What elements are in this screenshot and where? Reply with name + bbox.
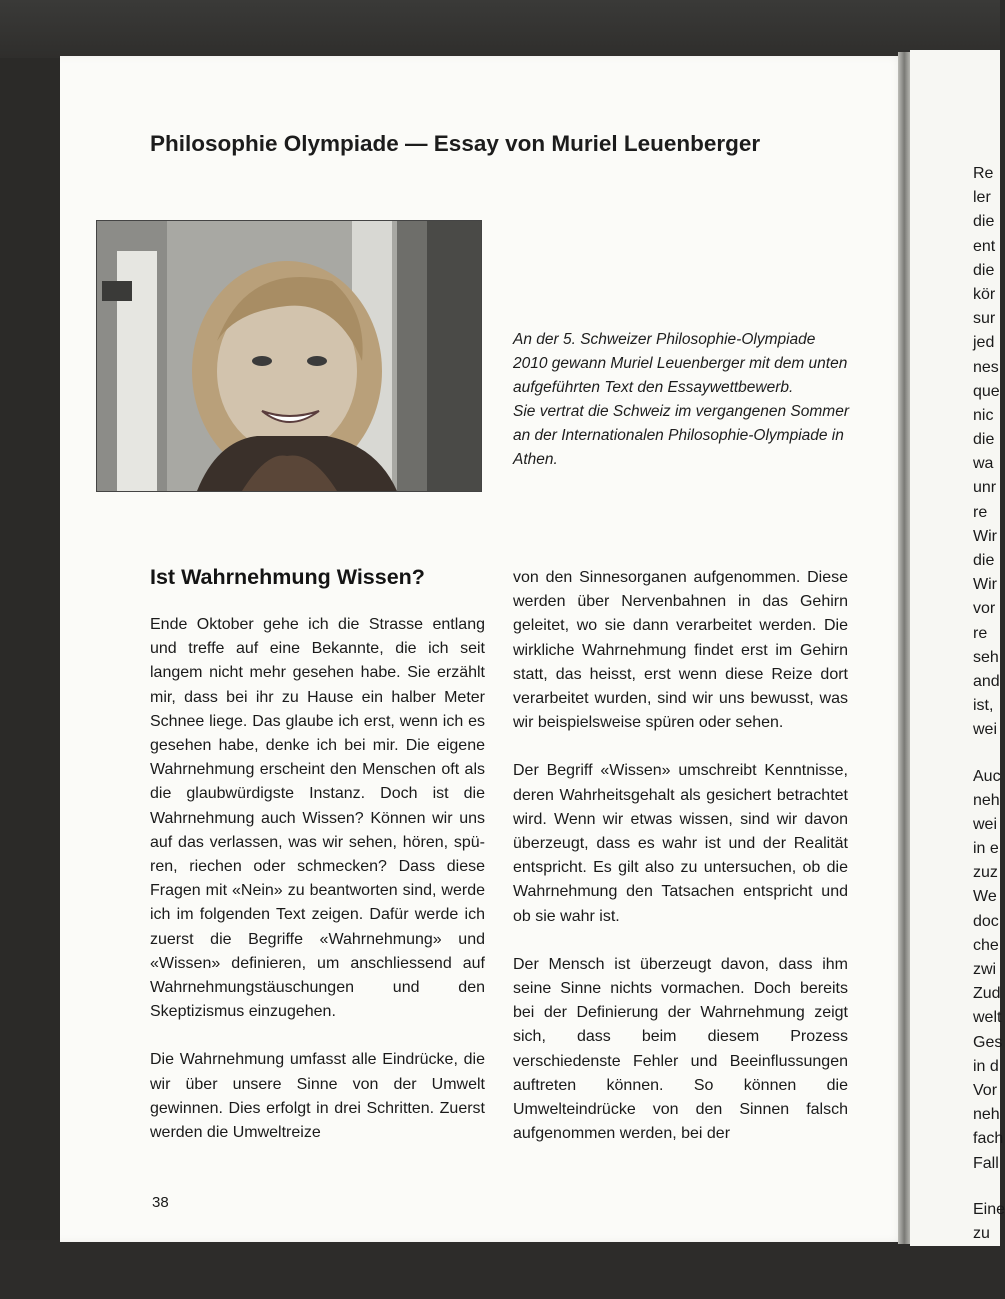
facing-page-line: die	[973, 213, 995, 231]
article-heading: Ist Wahrnehmung Wissen?	[150, 565, 425, 589]
portrait-illustration	[97, 221, 481, 491]
facing-page-line	[973, 1176, 1005, 1198]
scan-background-bottom	[0, 1240, 1000, 1299]
page-title: Philosophie Olympiade — Essay von Muriel Leuenberger	[150, 131, 761, 156]
article-paragraph: Der Mensch ist überzeugt davon, dass ihm seine Sinne nichts vormachen. Doch bereits bei der Definierung der Wahrnehmung zeigt sich, dass beim diesem Prozess verschiedenste Fehler und Beeinflussungen auftreten können. So können die Umwelteindrücke von den Sinnen falsch aufgenommen werden, bei der	[513, 955, 848, 1143]
facing-page-line: ent	[973, 237, 996, 255]
facing-page-line: die	[973, 552, 995, 569]
article-paragraph: von den Sinnesorganen aufgenommen. Diese werden über Nervenbahnen in das Gehirn geleitet, wo sie dann verarbeitet werden. Die wirkliche Wahrnehmung findet erst im Gehirn statt, das heisst, erst wenn diese Reize dort verarbeitet wurden, sind wir uns bewusst, was wir beispielsweise spüren oder sehen.	[513, 569, 848, 732]
facing-page-line: in e	[973, 840, 999, 858]
facing-page-line: zwi	[973, 961, 997, 978]
facing-page-line: zuz	[973, 864, 998, 882]
facing-page-line: ist,	[973, 697, 994, 715]
facing-page-line: We	[973, 888, 997, 906]
page-number: 38	[152, 1194, 169, 1211]
caption-paragraph: Sie vertrat die Schweiz im vergangenen Sommer an der Internationalen Philosophie-Olympiade in Athen.	[513, 402, 849, 468]
facing-page-line: che	[973, 936, 999, 954]
facing-page-line: unr	[973, 479, 997, 497]
facing-page-line: ler	[973, 189, 991, 207]
facing-page-line: que	[973, 382, 1000, 400]
photo-caption	[513, 328, 853, 471]
facing-page-line: wa	[973, 455, 994, 473]
facing-page-line	[973, 743, 1005, 765]
facing-page-line: wei	[973, 815, 998, 833]
facing-page-line: wei	[973, 721, 998, 739]
article-column-right	[513, 566, 848, 1170]
facing-page-line: neh	[973, 791, 1000, 809]
facing-page-line: Wir	[973, 576, 997, 594]
facing-page-line: kör	[973, 285, 996, 303]
facing-page-line: Re	[973, 165, 994, 182]
article-column-left	[150, 613, 485, 1169]
facing-page-line: die	[973, 431, 995, 449]
facing-page-line: Zud	[973, 985, 1001, 1003]
facing-page-line: Auc	[973, 767, 1001, 785]
facing-page-line: re	[973, 624, 988, 642]
caption-paragraph: An der 5. Schweizer Philosophie-Olympiade 2010 gewann Muriel Leuenberger mit dem unten aufgeführten Text den Essaywettbewerb.	[513, 331, 848, 396]
facing-page-line: zu	[973, 1224, 990, 1242]
facing-page-line: in d	[973, 1057, 999, 1075]
facing-page-line: doc	[973, 912, 999, 930]
article-paragraph: Die Wahrnehmung umfasst alle Eindrücke, die wir über unsere Sinne von der Umwelt gewinnen. Dies erfolgt in drei Schritten. Zuerst werden die Umweltreize	[150, 1051, 485, 1142]
facing-page-line: Wir	[973, 527, 997, 545]
facing-page-line: die	[973, 261, 995, 279]
facing-page-line: Fall	[973, 1154, 999, 1172]
facing-page-line: vor	[973, 600, 996, 618]
facing-page-line: re	[973, 503, 988, 521]
facing-page-line: Eine	[973, 1200, 1005, 1218]
facing-page-text	[973, 162, 1005, 1246]
facing-page-line: Ges	[973, 1033, 1003, 1051]
facing-page	[910, 50, 1005, 1246]
facing-page-line: sur	[973, 310, 996, 328]
article-paragraph: Ende Oktober gehe ich die Strasse entlang und treffe auf eine Bekannte, die ich seit langem nicht mehr gesehen habe. Sie erzählt mir, dass bei ihr zu Hause ein halber Meter Schnee liege. Das glaube ich erst, wenn ich es gesehen habe, denke ich bei mir. Die eigene Wahrnehmung erscheint den Menschen oft als die glaubwürdigste Instanz. Doch ist die Wahrnehmung auch Wissen? Können wir uns auf das verlassen, was wir sehen, hören, spüren, riechen oder schmecken? Dass diese Fragen mit «Nein» zu beantworten sind, werde ich im folgenden Text zeigen. Dafür werde ich zuerst die Begriffe «Wahrnehmung» und «Wissen» definieren, um anschliessend auf Wahrnehmungstäuschungen und den Skeptizismus einzugehen.	[150, 616, 485, 1021]
article-paragraph: Der Begriff «Wissen» umschreibt Kenntnisse, deren Wahrheitsgehalt als gesichert betrachtet wird. Wenn wir etwas wissen, sind wir davon überzeugt, dass es wahr ist und der Realität entspricht. Es gilt also zu untersuchen, ob die Wahrnehmung den Tatsachen entspricht und ob sie wahr ist.	[513, 762, 848, 925]
facing-page-line: fach	[973, 1130, 1004, 1148]
facing-page-line: nes	[973, 358, 999, 376]
facing-page-line: welt	[973, 1009, 1002, 1027]
facing-page-line: nic	[973, 406, 994, 424]
facing-page-line: jed	[973, 334, 995, 352]
scan-background-top	[0, 0, 1000, 58]
facing-page-line: Vor	[973, 1081, 998, 1099]
portrait-photo	[96, 220, 482, 492]
facing-page-line: neh	[973, 1106, 1000, 1124]
facing-page-line: seh	[973, 648, 999, 666]
facing-page-line: and	[973, 672, 1000, 690]
